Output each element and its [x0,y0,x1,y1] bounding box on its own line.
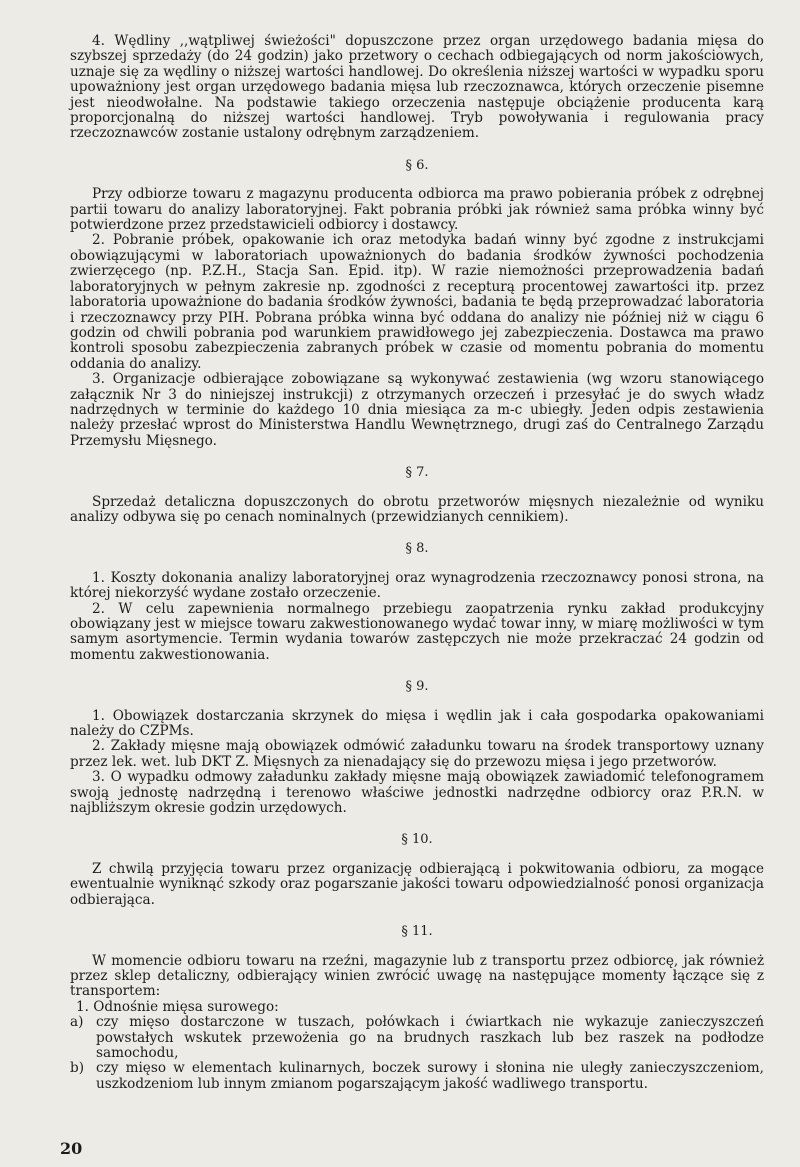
section-9-paragraph-3: 3. O wypadku odmowy załadunku zakłady mięsne mają obowiązek zawiadomić telefonogramem swoją jednostę nadrzędną i terenowo właściwe jednostki nadrzędne odbiorcy oraz P.R.N. w najbliższym okresie godzin urzędowych. [70,769,764,817]
section-8-heading: § 8. [405,541,429,557]
paragraph-4: 4. Wędliny ,,wątpliwej świeżości" dopuszczone przez organ urzędowego badania mięsa do szybszej sprzedaży (do 24 godzin) jako przetwory o cechach odbiegających od norm jakościowych, uznaje się za wędliny o niższej wartości handlowej. Do określenia niższej wartości w wypadku sporu upoważniony jest organ urzędowego badania mięsa lub rzeczoznawca, których orzeczenie pisemne jest nieodwołalne. Na podstawie takiego orzeczenia następuje obciążenie producenta karą proporcjonalną do niższej wartości handlowej. Tryb powoływania i regulowania pracy rzeczoznawców zostanie ustalony odrębnym zarządzeniem. [70,33,764,142]
section-9-paragraph-2: 2. Zakłady mięsne mają obowiązek odmówić załadunku towaru na środek transportowy uznany przez lek. wet. lub DKT Z. Mięsnych za nienadający się do przewozu mięsa i jego przetworów. [70,738,764,770]
section-6-paragraph-3: 3. Organizacje odbierające zobowiązane są wykonywać zestawienia (wg wzoru stanowiącego załącznik Nr 3 do niniejszej instrukcji) z otrzymanych orzeczeń i przesyłać je do swych władz nadrzędnych w terminie do każdego 10 dnia miesiąca za m-c ubiegły. Jeden odpis zestawienia należy przesłać wprost do Ministerstwa Handlu Wewnętrznego, drugi zaś do Centralnego Zarządu Przemysłu Mięsnego. [70,371,764,449]
section-8-paragraph-1: 1. Koszty dokonania analizy laboratoryjnej oraz wynagrodzenia rzeczoznawcy ponosi strona, na której niekorzyść wydane zostało orzeczenie. [70,569,764,602]
section-11-paragraph-2: 1. Odnośnie mięsa surowego: [76,998,279,1015]
section-7-heading: § 7. [405,465,429,481]
document-page [70,34,764,1092]
section-11-paragraph-1: W momencie odbioru towaru na rzeźni, magazynie lub z transportu przez odbiorcę, jak również przez sklep detaliczny, odbierający winien zwrócić uwagę na następujące momenty łączące się z transportem: [70,952,764,1000]
list-item-b-text: czy mięso w elementach kulinarnych, boczek surowy i słonina nie uległy zanieczyszczeniom, uszkodzeniom lub innym zmianom pogarszającym jakość wadliwego transportu. [96,1060,764,1092]
section-10-paragraph-1: Z chwilą przyjęcia towaru przez organizację odbierającą i pokwitowania odbioru, za mogące ewentualnie wyniknąć szkody oraz pogarszanie jakości towaru odpowiedzialność ponosi organizacja odbierająca. [70,860,764,908]
section-11-list-item-b [70,1061,764,1092]
section-6-paragraph-2: 2. Pobranie próbek, opakowanie ich oraz metodyka badań winny być zgodne z instrukcjami obowiązującymi w laboratoriach upoważnionych do badania środków żywności pochodzenia zwierzęcego (np. P.Z.H., Stacja San. Epid. itp). W razie niemożności przeprowadzenia badań laboratoryjnych w pełnym zakresie np. zgodności z recepturą procentowej zawartości itp. przez laboratoria upoważnione do badania środków żywności, badania te będą przeprowadzać laboratoria i rzeczoznawcy przy PIH. Pobrana próbka winna być oddana do analizy nie później niż w ciągu 6 godzin od chwili pobrania pod warunkiem prawidłowego jej zabezpieczenia. Dostawca ma prawo kontroli sposobu zabezpieczenia zabranych próbek w czasie od momentu pobrania do momentu oddania do analizy. [70,232,764,372]
list-item-a-text: czy mięso dostarczone w tuszach, połówkach i ćwiartkach nie wykazuje zanieczyszczeń powstałych wskutek przewożenia go na brudnych raszkach lub bez raszek na podłodze samochodu, [96,1014,764,1061]
section-10-heading: § 10. [401,832,433,848]
page-number: 20 [60,1139,83,1158]
section-9-paragraph-1: 1. Obowiązek dostarczania skrzynek do mięsa i wędlin jak i cała gospodarka opakowaniami należy do CZPMs. [70,707,764,740]
section-11-heading: § 11. [401,924,433,940]
section-6-paragraph-1: Przy odbiorze towaru z magazynu producenta odbiorca ma prawo pobierania próbek z odrębnej partii towaru do analizy laboratoryjnej. Fakt pobrania próbki jak również sama próbka winny być potwierdzone przez przedstawicieli odbiorcy i dostawcy. [70,186,764,234]
section-7-paragraph-1: Sprzedaż detaliczna dopuszczonych do obrotu przetworów mięsnych niezależnie od wyniku analizy odbywa się po cenach nominalnych (przewidzianych cennikiem). [70,493,764,525]
section-8-paragraph-2: 2. W celu zapewnienia normalnego przebiegu zaopatrzenia rynku zakład produkcyjny obowiązany jest w miejsce towaru zakwestionowanego wydać towar inny, w miarę możliwości w tym samym asortymencie. Termin wydania towarów zastępczych nie może przekraczać 24 godzin od momentu zakwestionowania. [70,600,764,663]
section-6-heading: § 6. [405,157,429,173]
section-9-heading: § 9. [405,679,429,695]
list-item-a-label: a) [70,1014,84,1031]
section-11-list-item-a [70,1015,764,1061]
list-item-b-label: b) [70,1060,85,1077]
